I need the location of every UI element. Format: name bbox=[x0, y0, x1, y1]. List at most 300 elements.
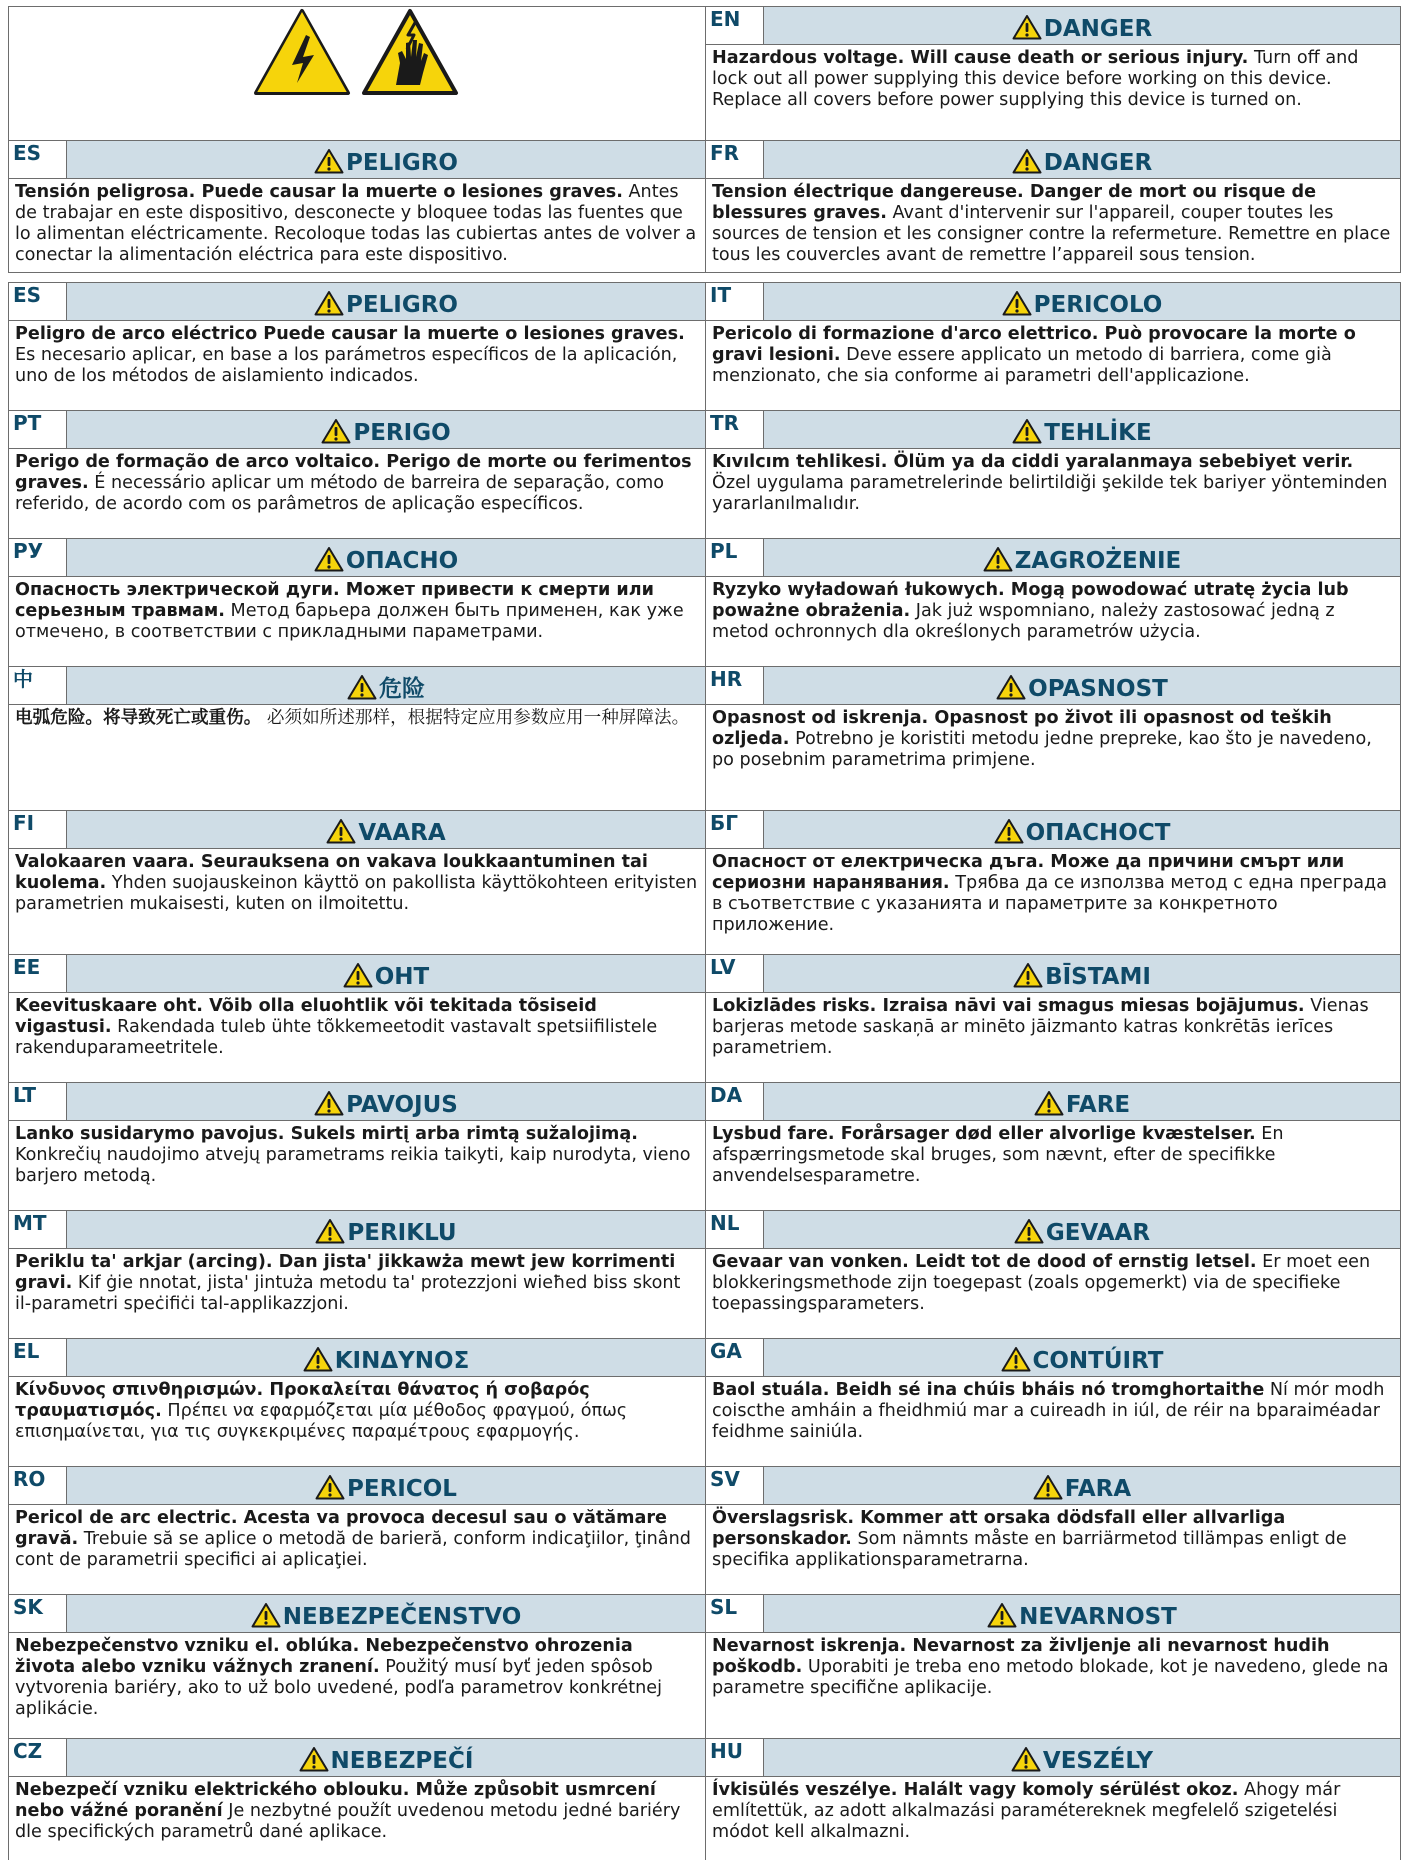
signal-word-text: PERIKLU bbox=[347, 1220, 457, 1246]
instruction-text: Potrebno je koristiti metodu jedne prepreke, kao što je navedeno, po posebnim parametrima primjene. bbox=[712, 729, 1372, 770]
warning-triangle-icon bbox=[1012, 418, 1042, 444]
warning-header bbox=[9, 1083, 705, 1121]
warning-cell bbox=[706, 411, 1401, 539]
instruction-text: Метод барьера должен быть применен, как уже отмечено, в соответствии с прикладными параметрами. bbox=[15, 601, 684, 642]
signal-word bbox=[314, 546, 458, 574]
language-code: SK bbox=[9, 1595, 67, 1632]
signal-word-bar bbox=[764, 1083, 1400, 1120]
signal-word-text: PAVOJUS bbox=[346, 1092, 458, 1118]
signal-word-text: CONTÚIRT bbox=[1032, 1348, 1164, 1374]
warning-cell bbox=[706, 811, 1401, 955]
warning-text bbox=[706, 179, 1400, 269]
warning-cell bbox=[9, 1339, 706, 1467]
hazard-statement: 电弧危险。将导致死亡或重伤。 bbox=[15, 708, 262, 728]
warning-cell bbox=[706, 667, 1401, 811]
warning-text bbox=[706, 577, 1400, 646]
instruction-text: Uporabiti je treba eno metodo blokade, kot je navedeno, glede na parametre specifične aplikacije. bbox=[712, 1657, 1389, 1698]
warning-row bbox=[9, 1467, 1401, 1595]
warning-block bbox=[9, 1595, 705, 1723]
warning-header bbox=[706, 411, 1400, 449]
instruction-text: Rakendada tuleb ühte tõkkemeetodit vastavalt spetsiifilistele rakenduparameetritele. bbox=[15, 1017, 658, 1058]
warning-cell bbox=[706, 955, 1401, 1083]
warning-block bbox=[9, 141, 705, 269]
warning-block bbox=[9, 1467, 705, 1574]
warning-header bbox=[706, 141, 1400, 179]
instruction-text: Turn off and lock out all power supplying this device before working on this device. Replace all covers before power supplying this device is turned on. bbox=[712, 48, 1359, 110]
warning-header bbox=[9, 1739, 705, 1777]
warning-text bbox=[706, 1377, 1400, 1446]
warning-header bbox=[706, 667, 1400, 705]
warning-header bbox=[706, 1739, 1400, 1777]
hazard-statement: Опасност от електрическа дъга. Може да причини смърт или сериозни наранявания. bbox=[712, 852, 1345, 893]
signal-word bbox=[1012, 14, 1152, 42]
warning-block bbox=[706, 811, 1400, 939]
instruction-text: Jak już wspomniano, należy zastosować jedną z metod ochronnych dla określonych parametrów użycia. bbox=[712, 601, 1335, 642]
signal-word-bar bbox=[67, 1595, 705, 1632]
instruction-text: 必须如所述那样，根据特定应用参数应用一种屏障法。 bbox=[261, 708, 690, 728]
warning-text bbox=[706, 993, 1400, 1062]
warning-triangle-icon bbox=[987, 1602, 1017, 1628]
warning-triangle-icon bbox=[1012, 148, 1042, 174]
warning-row bbox=[9, 411, 1401, 539]
signal-word bbox=[1014, 1218, 1150, 1246]
warning-triangle-icon bbox=[996, 674, 1026, 700]
warning-row bbox=[9, 667, 1401, 811]
hazard-statement: Valokaaren vaara. Seurauksena on vakava loukkaantuminen tai kuolema. bbox=[15, 852, 648, 893]
language-code: IT bbox=[706, 283, 764, 320]
warning-text bbox=[9, 705, 705, 732]
signal-word bbox=[994, 818, 1171, 846]
warning-triangle-icon bbox=[1001, 1346, 1031, 1372]
warning-text bbox=[9, 1633, 705, 1723]
signal-word bbox=[996, 674, 1168, 702]
warning-text bbox=[9, 449, 705, 518]
warning-cell bbox=[706, 1739, 1401, 1860]
signal-word bbox=[1011, 1746, 1153, 1774]
instruction-text: Özel uygulama parametrelerinde belirtildiği şekilde tek bariyer yönteminden yararlanılmalıdır. bbox=[712, 473, 1388, 514]
warning-triangle-icon bbox=[1012, 14, 1042, 40]
hazard-statement: Ívkisülés veszélye. Halált vagy komoly sérülést okoz. bbox=[712, 1780, 1239, 1800]
warning-block bbox=[9, 411, 705, 518]
language-code: LT bbox=[9, 1083, 67, 1120]
warning-header bbox=[706, 7, 1400, 45]
signal-word bbox=[314, 1090, 458, 1118]
warning-block bbox=[706, 1083, 1400, 1190]
warning-header bbox=[9, 141, 705, 179]
warning-text bbox=[706, 1777, 1400, 1846]
warning-cell bbox=[9, 1211, 706, 1339]
signal-word bbox=[315, 1474, 457, 1502]
warning-cell bbox=[9, 539, 706, 667]
warning-triangle-icon bbox=[315, 1218, 345, 1244]
signal-word bbox=[1012, 148, 1152, 176]
warning-triangle-icon bbox=[326, 818, 356, 844]
signal-word-text: OPASNOST bbox=[1028, 676, 1168, 702]
hazard-statement: Pericolo di formazione d'arco elettrico. Può provocare la morte o gravi lesioni. bbox=[712, 324, 1356, 365]
warning-cell bbox=[706, 1595, 1401, 1739]
instruction-text: Vienas barjeras metode saskaņā ar minēto jāizmanto katras konkrētās ierīces parametriem. bbox=[712, 996, 1369, 1058]
warning-text bbox=[9, 1121, 705, 1190]
instruction-text: Som nämnts måste en barriärmetod tillämpas enligt de specifika applikationsparametrarna. bbox=[712, 1529, 1347, 1570]
warning-row bbox=[9, 811, 1401, 955]
language-code: RO bbox=[9, 1467, 67, 1504]
warning-header bbox=[9, 539, 705, 577]
warning-row bbox=[9, 1595, 1401, 1739]
warning-block bbox=[706, 283, 1400, 390]
hazard-statement: Tension électrique dangereuse. Danger de mort ou risque de blessures graves. bbox=[712, 182, 1317, 223]
signal-word bbox=[326, 818, 445, 846]
warning-text bbox=[9, 179, 705, 269]
language-code: 中 bbox=[9, 667, 67, 704]
warning-block bbox=[706, 955, 1400, 1062]
language-code: ES bbox=[9, 283, 67, 320]
hazard-statement: Perigo de formação de arco voltaico. Perigo de morte ou ferimentos graves. bbox=[15, 452, 692, 493]
language-code: FI bbox=[9, 811, 67, 848]
warning-cell bbox=[706, 7, 1401, 141]
warning-block bbox=[9, 539, 705, 646]
language-code: РУ bbox=[9, 539, 67, 576]
language-code: EL bbox=[9, 1339, 67, 1376]
warning-triangle-icon bbox=[343, 962, 373, 988]
warning-block bbox=[9, 811, 705, 918]
warning-text bbox=[706, 449, 1400, 518]
signal-word-bar bbox=[764, 1211, 1400, 1248]
signal-word-text: PERIGO bbox=[353, 420, 451, 446]
signal-word-text: PERICOLO bbox=[1033, 292, 1163, 318]
warning-triangle-icon bbox=[347, 674, 377, 700]
warning-text bbox=[706, 705, 1400, 774]
warning-cell bbox=[706, 141, 1401, 273]
signal-word-bar bbox=[67, 811, 705, 848]
warning-block bbox=[9, 1083, 705, 1190]
hazard-statement: Κίνδυνος σπινθηρισμών. Προκαλείται θάνατος ή σοβαρός τραυματισμός. bbox=[15, 1380, 590, 1421]
language-code: SL bbox=[706, 1595, 764, 1632]
signal-word-text: DANGER bbox=[1043, 16, 1153, 42]
warning-row bbox=[9, 539, 1401, 667]
hazard-statement: Lysbud fare. Forårsager død eller alvorlige kvæstelser. bbox=[712, 1124, 1256, 1144]
warning-cell bbox=[9, 1083, 706, 1211]
language-code: CZ bbox=[9, 1739, 67, 1776]
hazard-statement: Periklu ta' arkjar (arcing). Dan jista' jikkawża mewt jew korrimenti gravi. bbox=[15, 1252, 676, 1293]
warning-header bbox=[706, 539, 1400, 577]
warning-header bbox=[706, 955, 1400, 993]
language-code: БГ bbox=[706, 811, 764, 848]
signal-word bbox=[1013, 962, 1151, 990]
hazard-statement: Hazardous voltage. Will cause death or serious injury. bbox=[712, 48, 1249, 68]
warning-block bbox=[9, 1739, 705, 1846]
instruction-text: Je nezbytné použít uvedenou metodu jedné bariéry dle specifických parametrů dané aplikace. bbox=[15, 1801, 681, 1842]
hazard-statement: Nevarnost iskrenja. Nevarnost za življenje ali nevarnost hudih poškodb. bbox=[712, 1636, 1330, 1677]
warning-text bbox=[706, 1249, 1400, 1318]
warning-cell bbox=[9, 141, 706, 273]
language-code: ES bbox=[9, 141, 67, 178]
warning-text bbox=[706, 1505, 1400, 1574]
warning-triangle-icon bbox=[303, 1346, 333, 1372]
warning-triangle-icon bbox=[314, 290, 344, 316]
signal-word-bar bbox=[67, 1083, 705, 1120]
warning-block bbox=[9, 283, 705, 390]
hazard-statement: Ryzyko wyładowań łukowych. Mogą powodować utratę życia lub poważne obrażenia. bbox=[712, 580, 1349, 621]
warning-header bbox=[9, 667, 705, 705]
warning-triangle-icon bbox=[1034, 1090, 1064, 1116]
warning-row bbox=[9, 1739, 1401, 1860]
warning-triangle-icon bbox=[314, 546, 344, 572]
language-code: HU bbox=[706, 1739, 764, 1776]
signal-word-bar bbox=[67, 1339, 705, 1376]
hazard-statement: Tensión peligrosa. Puede causar la muerte o lesiones graves. bbox=[15, 182, 623, 202]
signal-word-bar bbox=[764, 667, 1400, 704]
signal-word bbox=[299, 1746, 474, 1774]
warning-triangle-icon bbox=[315, 1474, 345, 1500]
warning-row bbox=[9, 1339, 1401, 1467]
warning-header bbox=[9, 283, 705, 321]
warning-header bbox=[9, 1467, 705, 1505]
warning-header bbox=[9, 411, 705, 449]
signal-word-text: PELIGRO bbox=[346, 150, 458, 176]
warning-triangle-icon bbox=[1013, 962, 1043, 988]
instruction-text: Konkrečių naudojimo atvejų parametrams reikia taikyti, kaip nurodyta, vieno barjero metodą. bbox=[15, 1145, 691, 1186]
signal-word bbox=[251, 1602, 522, 1630]
signal-word-bar bbox=[67, 955, 705, 992]
instruction-text: Yhden suojauskeinon käyttö on pakollista käyttökohteen erityisten parametrien mukaisesti, kuten on ilmoitettu. bbox=[15, 873, 698, 914]
warning-cell bbox=[9, 667, 706, 811]
signal-word-bar bbox=[67, 411, 705, 448]
warning-cell bbox=[706, 1211, 1401, 1339]
warning-text bbox=[706, 45, 1400, 114]
warning-block bbox=[706, 1211, 1400, 1318]
warning-text bbox=[9, 1777, 705, 1846]
voltage-warning-table bbox=[8, 6, 1401, 273]
hazard-statement: Nebezpečí vzniku elektrického oblouku. Může způsobit usmrcení nebo vážné poranění bbox=[15, 1780, 656, 1821]
warning-text bbox=[9, 849, 705, 918]
hazard-statement: Lanko susidarymo pavojus. Sukels mirtį arba rimtą sužalojimą. bbox=[15, 1124, 638, 1144]
signal-word bbox=[347, 674, 425, 702]
signal-word-text: PELIGRO bbox=[346, 292, 458, 318]
signal-word-text: ZAGROŻENIE bbox=[1014, 548, 1182, 574]
warning-text bbox=[9, 577, 705, 646]
signal-word-bar bbox=[67, 141, 705, 178]
signal-word-bar bbox=[67, 1739, 705, 1776]
signal-word-bar bbox=[764, 411, 1400, 448]
warning-cell bbox=[706, 283, 1401, 411]
warning-text bbox=[9, 1249, 705, 1318]
hazard-statement: Överslagsrisk. Kommer att orsaka dödsfall eller allvarliga personskador. bbox=[712, 1508, 1286, 1549]
hazard-statement: Peligro de arco eléctrico Puede causar la muerte o lesiones graves. bbox=[15, 324, 685, 344]
electric-shock-hand-icon bbox=[364, 11, 456, 93]
warning-triangle-icon bbox=[321, 418, 351, 444]
warning-text bbox=[706, 849, 1400, 939]
signal-word-text: ОПАСНОСТ bbox=[1025, 820, 1171, 846]
language-code: PL bbox=[706, 539, 764, 576]
warning-cell bbox=[9, 283, 706, 411]
warning-block bbox=[706, 7, 1400, 114]
signal-word bbox=[321, 418, 450, 446]
warning-header bbox=[9, 811, 705, 849]
warning-cell bbox=[9, 955, 706, 1083]
instruction-text: É necessário aplicar um método de barreira de separação, como referido, de acordo com os parâmetros de aplicação específicos. bbox=[15, 473, 665, 514]
signal-word-bar bbox=[67, 539, 705, 576]
signal-word bbox=[314, 148, 458, 176]
signal-word-text: VESZÉLY bbox=[1042, 1748, 1154, 1774]
signal-word bbox=[1012, 418, 1151, 446]
instruction-text: Trebuie să se aplice o metodă de barieră, conform indicaţiilor, ţinând cont de parametrii specifici ai aplicaţiei. bbox=[15, 1529, 691, 1570]
signal-word-bar bbox=[764, 955, 1400, 992]
signal-word-text: NEBEZPEČÍ bbox=[330, 1748, 474, 1774]
hazard-statement: Gevaar van vonken. Leidt tot de dood of ernstig letsel. bbox=[712, 1252, 1257, 1272]
warning-text bbox=[706, 1633, 1400, 1702]
instruction-text: Použitý musí byť jeden spôsob vytvorenia bariéry, ako to už bolo uvedené, podľa parametrov konkrétnej aplikácie. bbox=[15, 1657, 662, 1719]
warning-triangle-icon bbox=[1033, 1474, 1063, 1500]
signal-word-text: NEBEZPEČENSTVO bbox=[282, 1604, 522, 1630]
warning-header bbox=[706, 1595, 1400, 1633]
language-code: HR bbox=[706, 667, 764, 704]
instruction-text: En afspærringsmetode skal bruges, som nævnt, efter de specifikke anvendelsesparametre. bbox=[712, 1124, 1284, 1186]
warning-block bbox=[9, 667, 705, 732]
warning-text bbox=[706, 321, 1400, 390]
warning-block bbox=[706, 1339, 1400, 1446]
warning-block bbox=[706, 411, 1400, 518]
language-code: NL bbox=[706, 1211, 764, 1248]
warning-cell bbox=[706, 1083, 1401, 1211]
hazard-pictograms bbox=[9, 7, 705, 99]
signal-word bbox=[1034, 1090, 1130, 1118]
hazard-statement: Keevituskaare oht. Võib olla eluohtlik või tekitada tõsiseid vigastusi. bbox=[15, 996, 597, 1037]
language-code: FR bbox=[706, 141, 764, 178]
language-code: TR bbox=[706, 411, 764, 448]
warning-cell bbox=[9, 7, 706, 141]
instruction-text: Avant d'intervenir sur l'appareil, couper toutes les sources de tension et les consigner contre la refermeture. Remettre en place tous les couvercles avant de remettre l’appareil sous tension. bbox=[712, 203, 1391, 265]
signal-word-text: OHT bbox=[374, 964, 430, 990]
warning-triangle-icon bbox=[299, 1746, 329, 1772]
warning-header bbox=[706, 811, 1400, 849]
language-code: DA bbox=[706, 1083, 764, 1120]
signal-word-text: FARE bbox=[1065, 1092, 1131, 1118]
signal-word-text: NEVARNOST bbox=[1019, 1604, 1177, 1630]
instruction-text: Ní mór modh coiscthe amháin a fheidhmiú mar a cuireadh in iúl, de réir na bparaiméadar feidhme sainiúla. bbox=[712, 1380, 1385, 1442]
instruction-text: Deve essere applicato un metodo di barriera, come già menzionato, che sia conforme ai parametri dell'applicazione. bbox=[712, 345, 1332, 386]
warning-block bbox=[9, 1339, 705, 1446]
signal-word-text: GEVAAR bbox=[1045, 1220, 1151, 1246]
signal-word-bar bbox=[764, 1739, 1400, 1776]
signal-word-bar bbox=[764, 1339, 1400, 1376]
signal-word-text: PERICOL bbox=[347, 1476, 457, 1502]
hazard-statement: Lokizlādes risks. Izraisa nāvi vai smagus miesas bojājumus. bbox=[712, 996, 1305, 1016]
warning-header bbox=[9, 1339, 705, 1377]
signal-word bbox=[1033, 1474, 1131, 1502]
instruction-text: Πρέπει να εφαρμόζεται μία μέθοδος φραγμού, όπως επισημαίνεται, για τις συγκεκριμένες παραμέτρους εφαρμογής. bbox=[15, 1401, 628, 1442]
signal-word-bar bbox=[67, 1467, 705, 1504]
warning-row bbox=[9, 955, 1401, 1083]
warning-block bbox=[706, 141, 1400, 269]
hazard-statement: Baol stuála. Beidh sé ina chúis bháis nó tromghortaithe bbox=[712, 1380, 1265, 1400]
warning-row bbox=[9, 1083, 1401, 1211]
instruction-text: Ahogy már említettük, az adott alkalmazási paramétereknek megfelelő szigetelési módot kell alkalmazni. bbox=[712, 1780, 1341, 1842]
warning-text bbox=[9, 1377, 705, 1446]
warning-cell bbox=[706, 1467, 1401, 1595]
language-code: LV bbox=[706, 955, 764, 992]
signal-word-bar bbox=[764, 283, 1400, 320]
warning-block bbox=[706, 667, 1400, 774]
signal-word bbox=[314, 290, 458, 318]
high-voltage-icon bbox=[256, 11, 348, 93]
warning-triangle-icon bbox=[983, 546, 1013, 572]
warning-text bbox=[9, 1505, 705, 1574]
warning-header bbox=[706, 283, 1400, 321]
language-code: SV bbox=[706, 1467, 764, 1504]
signal-word bbox=[983, 546, 1182, 574]
warning-triangle-icon bbox=[314, 148, 344, 174]
signal-word-bar bbox=[764, 1467, 1400, 1504]
warning-cell bbox=[706, 1339, 1401, 1467]
language-code: PT bbox=[9, 411, 67, 448]
warning-triangle-icon bbox=[994, 818, 1024, 844]
warning-triangle-icon bbox=[1002, 290, 1032, 316]
language-code: EN bbox=[706, 7, 764, 44]
warning-triangle-icon bbox=[1011, 1746, 1041, 1772]
signal-word-text: 危险 bbox=[379, 676, 425, 702]
signal-word-bar bbox=[67, 667, 705, 704]
hazard-statement: Опасность электрической дуги. Может привести к смерти или серьезным травмам. bbox=[15, 580, 654, 621]
warning-header bbox=[706, 1339, 1400, 1377]
signal-word-text: ОПАСНО bbox=[345, 548, 459, 574]
hazard-statement: Nebezpečenstvo vzniku el. oblúka. Nebezpečenstvo ohrozenia života alebo vzniku vážnych zranení. bbox=[15, 1636, 633, 1677]
signal-word-text: BĪSTAMI bbox=[1045, 964, 1151, 990]
hazard-statement: Opasnost od iskrenja. Opasnost po život ili opasnost od teških ozljeda. bbox=[712, 708, 1332, 749]
warning-text bbox=[9, 993, 705, 1062]
hazard-statement: Pericol de arc electric. Acesta va provoca decesul sau o vătămare gravă. bbox=[15, 1508, 667, 1549]
warning-row bbox=[9, 7, 1401, 141]
warning-cell bbox=[9, 1739, 706, 1860]
instruction-text: Er moet een blokkeringsmethode zijn toegepast (zoals opgemerkt) via de specifieke toepassingsparameters. bbox=[712, 1252, 1371, 1314]
signal-word-text: TEHLİKE bbox=[1044, 420, 1152, 446]
warning-block bbox=[706, 1739, 1400, 1846]
warning-text bbox=[706, 1121, 1400, 1190]
signal-word bbox=[315, 1218, 456, 1246]
warning-header bbox=[706, 1083, 1400, 1121]
hazard-statement: Kıvılcım tehlikesi. Ölüm ya da ciddi yaralanmaya sebebiyet verir. bbox=[712, 452, 1354, 472]
warning-cell bbox=[9, 1467, 706, 1595]
warning-header bbox=[9, 1211, 705, 1249]
warning-block bbox=[9, 1211, 705, 1318]
language-code: MT bbox=[9, 1211, 67, 1248]
signal-word-bar bbox=[764, 539, 1400, 576]
signal-word bbox=[303, 1346, 470, 1374]
warning-block bbox=[706, 1595, 1400, 1702]
signal-word-bar bbox=[764, 1595, 1400, 1632]
warning-triangle-icon bbox=[314, 1090, 344, 1116]
signal-word-text: ΚΙΝΔΥΝΟΣ bbox=[334, 1348, 470, 1374]
instruction-text: Antes de trabajar en este dispositivo, desconecte y bloquee todas las fuentes que lo alimentan eléctricamente. Recoloque todas las cubiertas antes de volver a conectar la alimentación eléctrica para este dispositivo. bbox=[15, 182, 697, 265]
signal-word-bar bbox=[764, 7, 1400, 44]
instruction-text: Es necesario aplicar, en base a los parámetros específicos de la aplicación, uno de los métodos de aislamiento indicados. bbox=[15, 345, 678, 386]
arc-flash-warning-table bbox=[8, 282, 1401, 1860]
signal-word-bar bbox=[764, 141, 1400, 178]
warning-header bbox=[706, 1211, 1400, 1249]
warning-triangle-icon bbox=[1014, 1218, 1044, 1244]
signal-word bbox=[1001, 1346, 1164, 1374]
signal-word-text: DANGER bbox=[1043, 150, 1153, 176]
warning-triangle-icon bbox=[251, 1602, 281, 1628]
warning-block bbox=[706, 1467, 1400, 1574]
signal-word-bar bbox=[67, 1211, 705, 1248]
warning-header bbox=[706, 1467, 1400, 1505]
warning-cell bbox=[9, 411, 706, 539]
signal-word bbox=[343, 962, 430, 990]
language-code: GA bbox=[706, 1339, 764, 1376]
signal-word bbox=[1002, 290, 1163, 318]
warning-cell bbox=[9, 811, 706, 955]
signal-word bbox=[987, 1602, 1177, 1630]
